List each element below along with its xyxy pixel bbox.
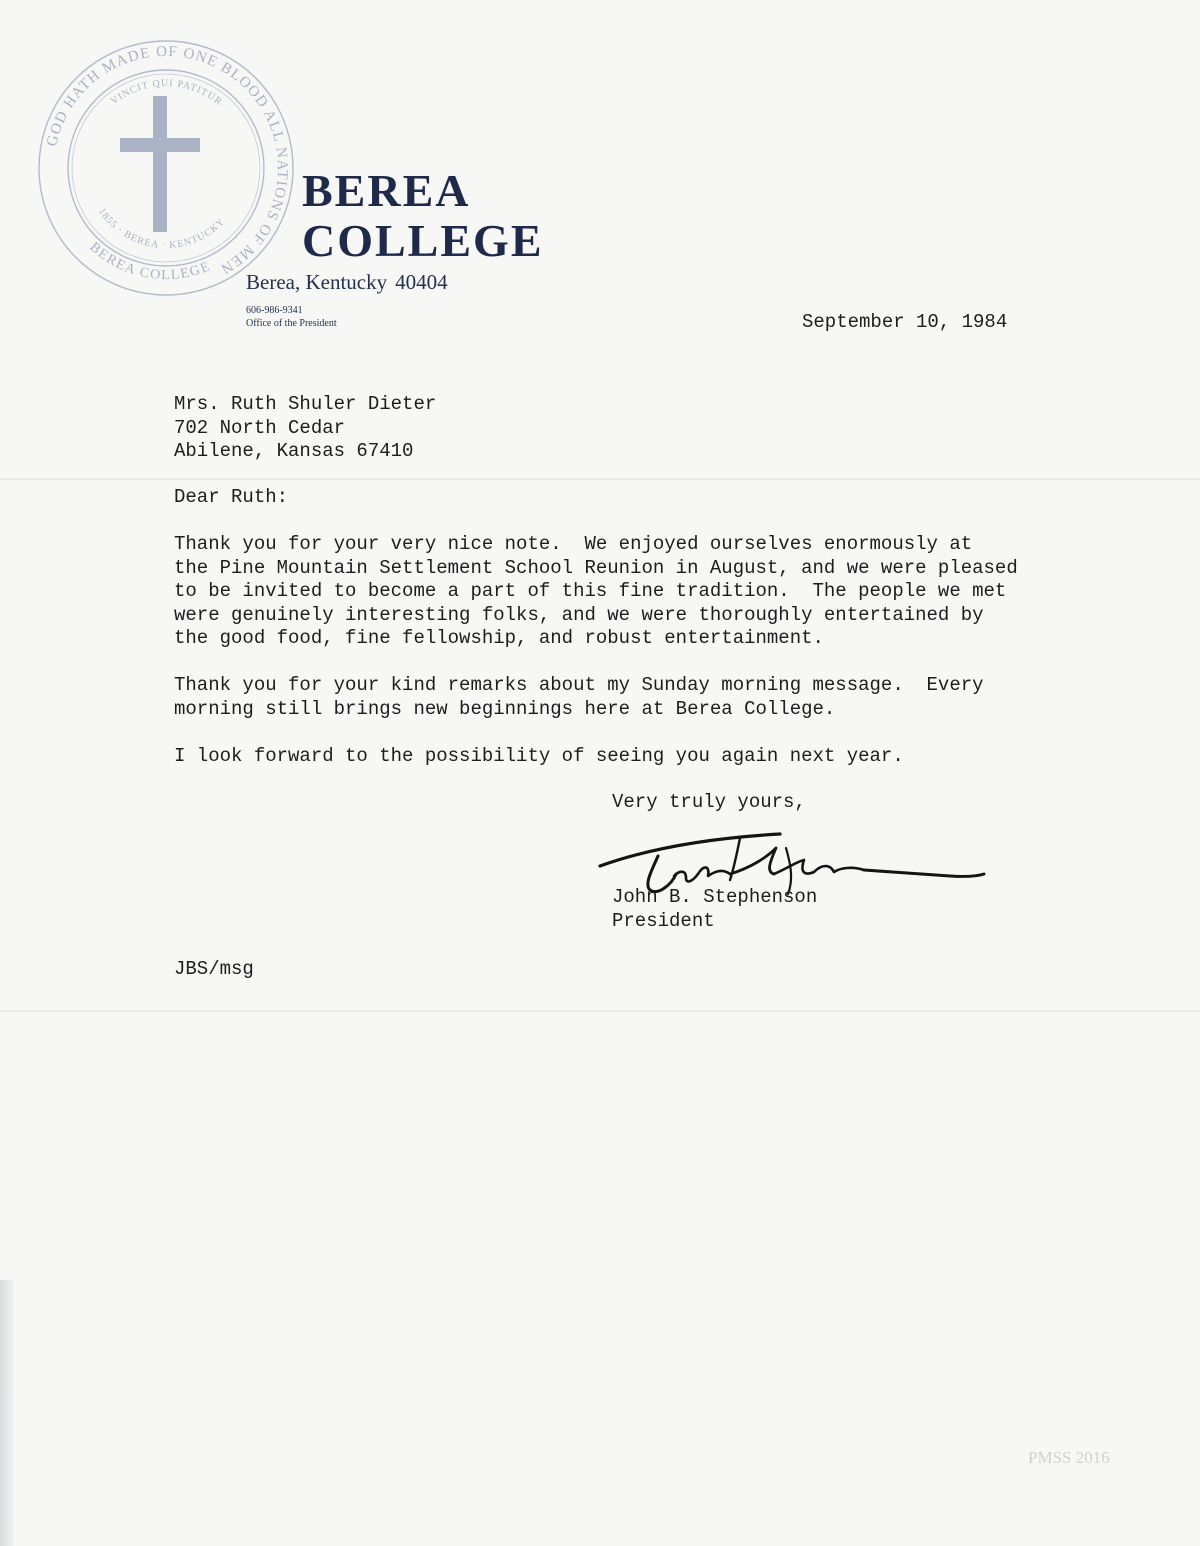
paragraph-line: Thank you for your kind remarks about my Sunday morning message. Every — [174, 674, 984, 696]
body-paragraph-3 — [174, 745, 904, 769]
college-address — [246, 270, 448, 295]
paragraph-line: were genuinely interesting folks, and we were thoroughly entertained by — [174, 603, 984, 626]
letter-date: September 10, 1984 — [802, 311, 1008, 333]
paragraph-line: the good food, fine fellowship, and robust entertainment. — [174, 627, 824, 649]
seal-outer-text: GOD HATH MADE OF ONE BLOOD ALL NATIONS OF MEN — [44, 43, 291, 278]
paper-edge-shadow — [0, 1280, 14, 1546]
paragraph-line: to be invited to become a part of this fine tradition. The people we met — [174, 580, 1007, 602]
seal-bottom-text: BEREA COLLEGE — [86, 239, 214, 284]
paper-fold-line — [0, 1010, 1200, 1012]
recipient-line: Mrs. Ruth Shuler Dieter — [174, 393, 437, 415]
signer-block — [612, 886, 817, 933]
seal-motto: VINCIT QUI PATITUR — [108, 77, 225, 109]
recipient-line: Abilene, Kansas 67410 — [174, 440, 414, 462]
college-name-line2: COLLEGE — [302, 215, 544, 266]
closing: Very truly yours, — [612, 791, 806, 813]
college-zip: 40404 — [395, 270, 448, 294]
paragraph-line: Thank you for your very nice note. We enjoyed ourselves enormously at — [174, 533, 973, 555]
college-name-line1: BEREA — [302, 165, 471, 216]
body-paragraph-2 — [174, 674, 984, 721]
paragraph-line: I look forward to the possibility of seeing you again next year. — [174, 745, 904, 767]
body-paragraph-1 — [174, 533, 1018, 651]
college-city: Berea, Kentucky — [246, 270, 388, 294]
paragraph-line: the Pine Mountain Settlement School Reunion in August, and we were pleased — [174, 556, 1018, 579]
signer-title: President — [612, 909, 715, 932]
recipient-line: 702 North Cedar — [174, 416, 346, 439]
signer-name: John B. Stephenson — [612, 886, 818, 908]
reference-initials: JBS/msg — [174, 958, 254, 980]
paragraph-line: morning still brings new beginnings here at Berea College. — [174, 697, 836, 720]
salutation: Dear Ruth: — [174, 486, 289, 508]
seal-cross-horizontal — [120, 138, 200, 152]
recipient-address — [174, 393, 436, 464]
college-seal-icon — [38, 40, 294, 296]
seal-founding: 1855 · BEREA · KENTUCKY — [95, 206, 228, 252]
seal-cross-vertical — [153, 96, 167, 232]
archive-watermark: PMSS 2016 — [1028, 1448, 1110, 1467]
paper-fold-line — [0, 478, 1200, 480]
college-phone: 606-986-9341 — [246, 305, 303, 316]
college-office: Office of the President — [246, 318, 337, 329]
